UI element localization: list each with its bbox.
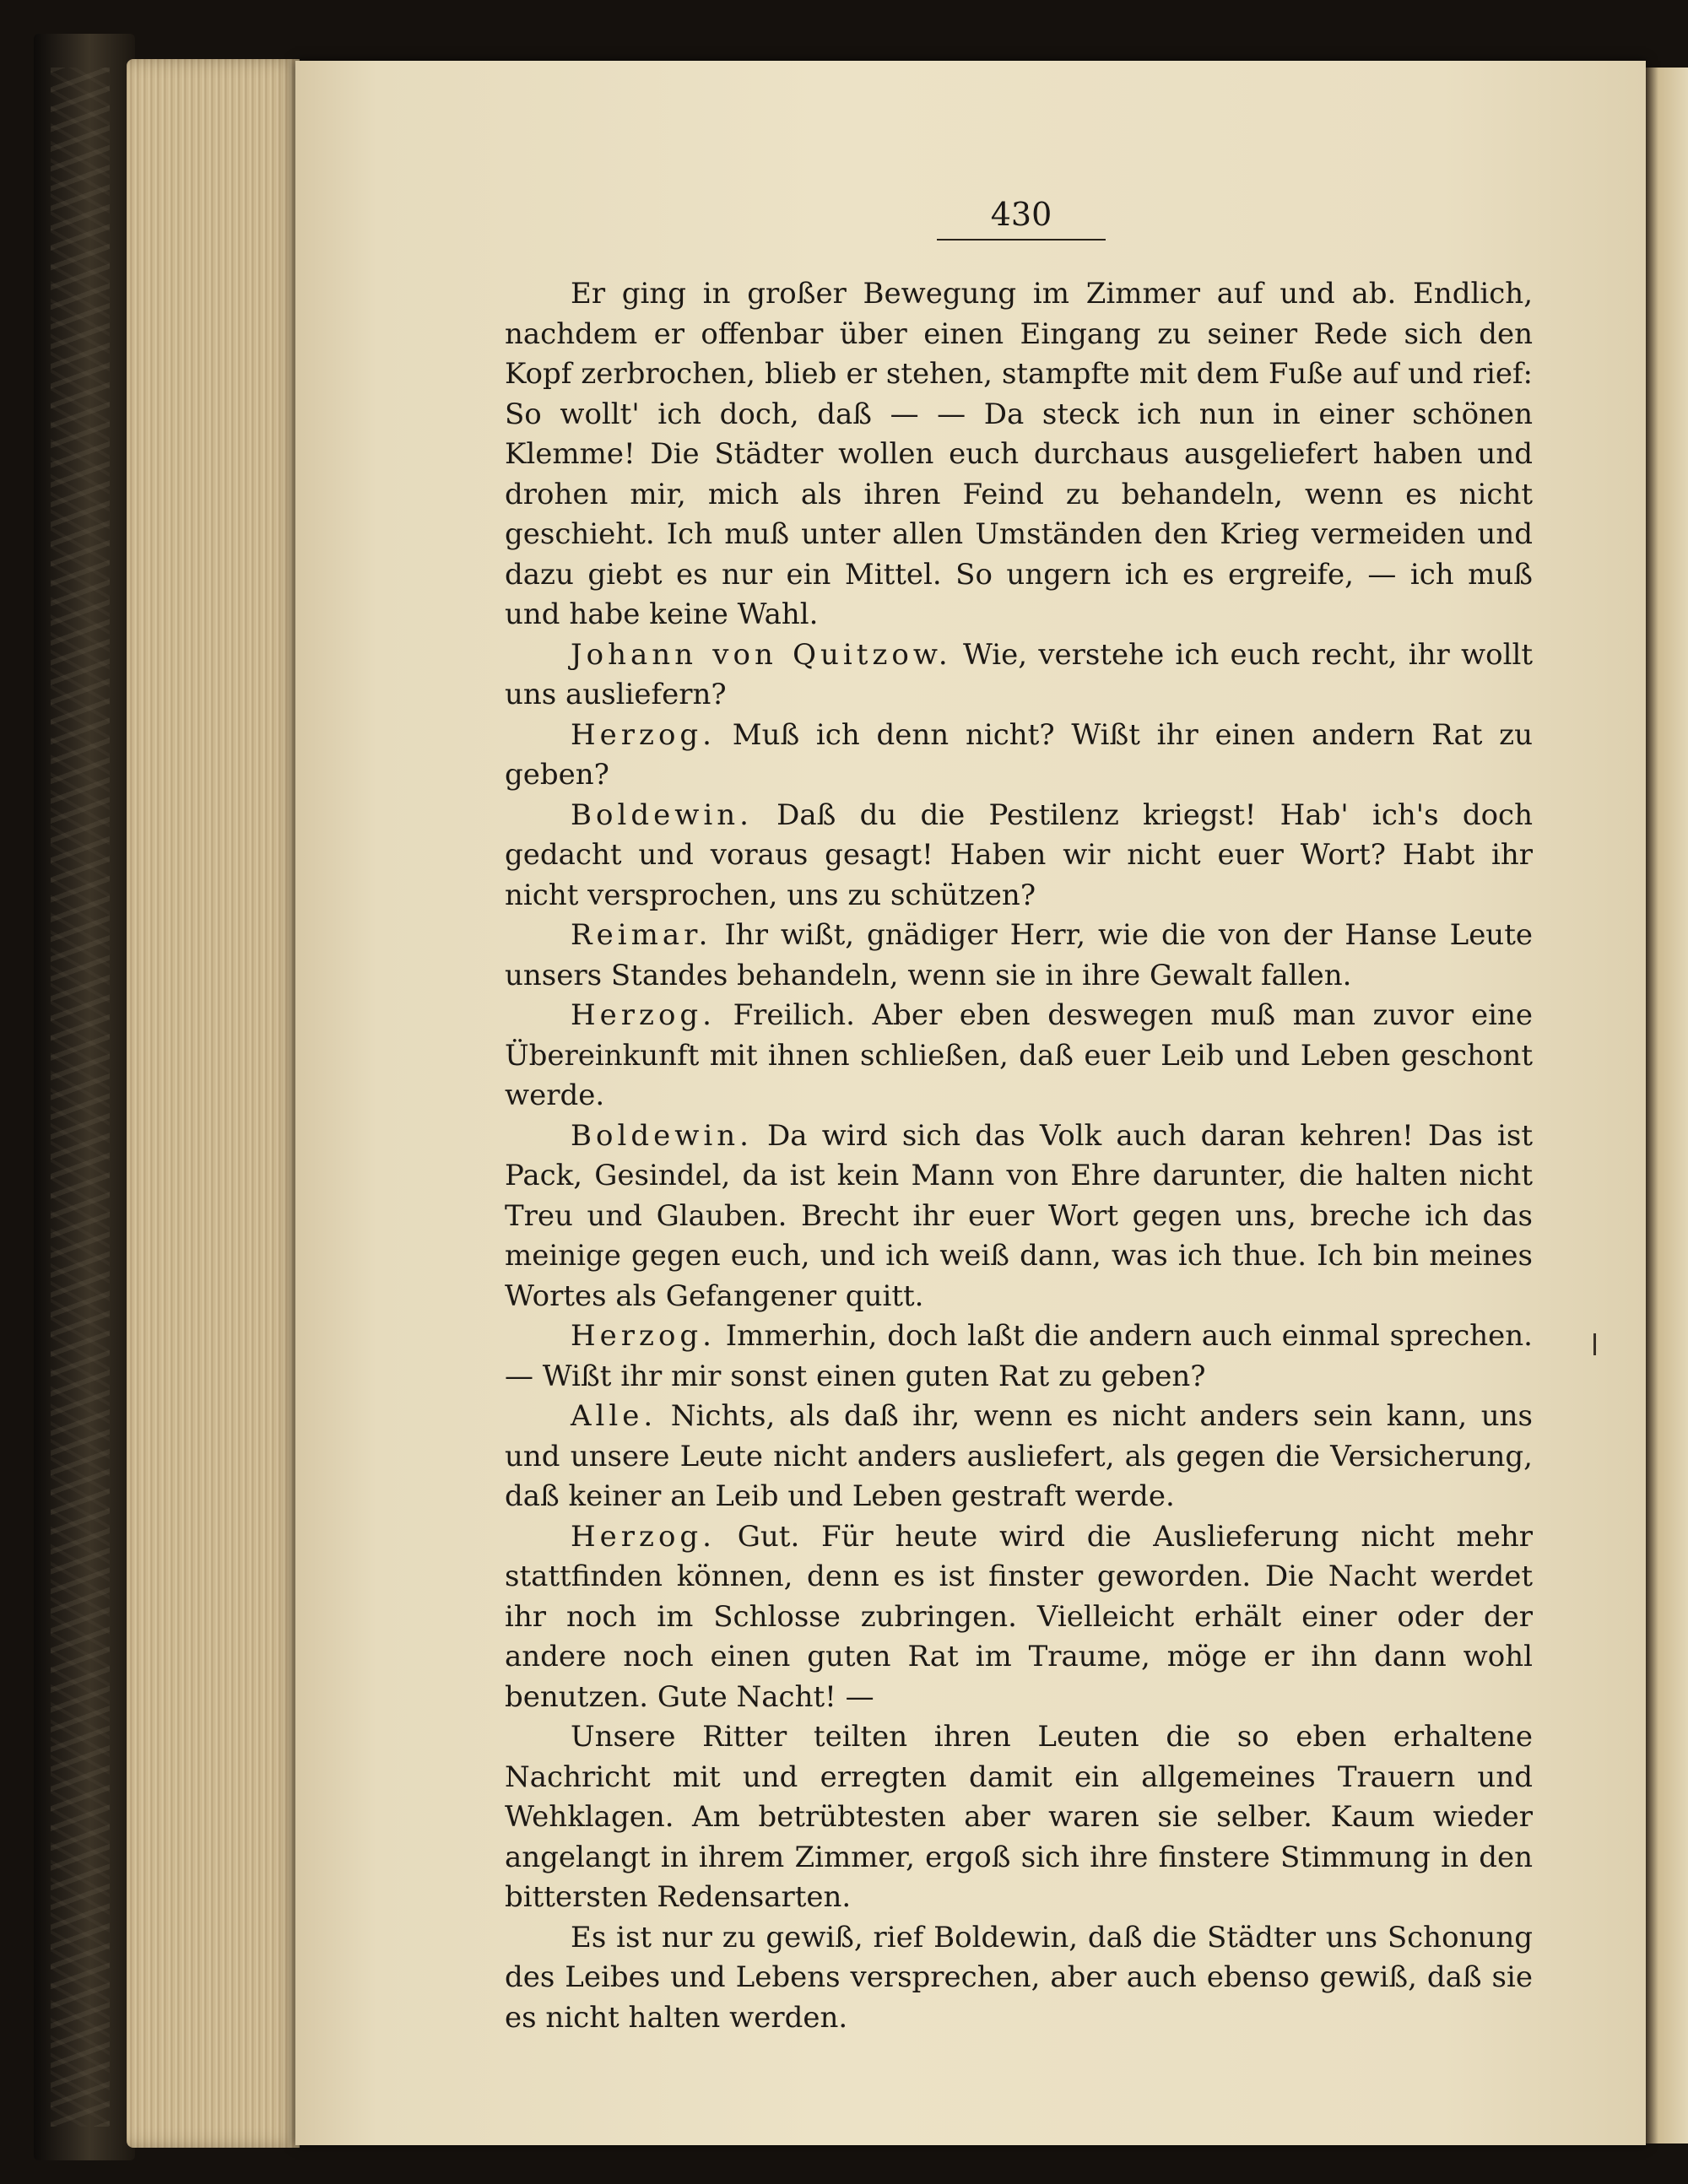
speaker-name: Reimar.: [571, 918, 712, 952]
speaker-name: Herzog.: [571, 998, 716, 1032]
dialogue-text: Muß ich denn nicht? Wißt ihr einen andern Rat zu geben?: [505, 717, 1533, 792]
page-number-rule: [937, 239, 1106, 241]
dialogue-text: Daß du die Pestilenz kriegst! Hab' ich's doch gedacht und voraus gesagt! Haben wir nicht euer Wort? Habt ihr nicht versprochen, uns zu schützen?: [505, 797, 1533, 912]
dialogue-paragraph: [505, 1316, 1533, 1397]
paragraph: [505, 1717, 1533, 1918]
speaker-name: Boldewin.: [571, 1118, 753, 1153]
dialogue-paragraph: [505, 635, 1533, 716]
marbled-cover-pattern: [51, 68, 110, 2127]
page-number: 430: [990, 196, 1052, 233]
speaker-name: Alle.: [571, 1399, 657, 1433]
speaker-name: Herzog.: [571, 717, 716, 752]
paragraph-text: Es ist nur zu gewiß, rief Boldewin, daß die Städter uns Schonung des Leibes und Lebens versprechen, aber auch ebenso gewiß, daß sie es nicht halten werden.: [505, 1920, 1533, 2035]
dialogue-text: Wie, verstehe ich euch recht, ihr wollt uns ausliefern?: [505, 637, 1533, 711]
dialogue-text: Gut. Für heute wird die Auslieferung nicht mehr stattfinden können, denn es ist finster geworden. Die Nacht werdet ihr noch im Schlosse zubringen. Vielleicht erhält einer oder der andere noch einen guten Rat im Traume, möge er ihn dann wohl benutzen. Gute Nacht! —: [505, 1519, 1533, 1714]
dialogue-paragraph: [505, 1116, 1533, 1317]
dialogue-text: Nichts, als daß ihr, wenn es nicht anders sein kann, uns und unsere Leute nicht anders ausliefert, als gegen die Versicherung, daß keiner an Leib und Leben gestraft werde.: [505, 1399, 1533, 1513]
dialogue-text: Da wird sich das Volk auch daran kehren! Das ist Pack, Gesindel, da ist kein Mann von Ehre darunter, die halten nicht Treu und Glauben. Brecht ihr euer Wort gegen uns, breche ich das meinige gegen euch, und ich weiß dann, was ich thue. Ich bin meines Wortes als Gefangener quitt.: [505, 1118, 1533, 1313]
speaker-name: Herzog.: [571, 1519, 716, 1554]
paragraph: [505, 274, 1533, 635]
facing-page-edge: [1646, 68, 1688, 2143]
speaker-name: Herzog.: [571, 1319, 716, 1353]
page-block-edges: [127, 59, 300, 2148]
paragraph: [505, 1918, 1533, 2039]
dialogue-paragraph: [505, 716, 1533, 796]
dialogue-text: Ihr wißt, gnädiger Herr, wie die von der Hanse Leute unsers Standes behandeln, wenn sie in ihre Gewalt fallen.: [505, 918, 1533, 992]
paragraph-text: Er ging in großer Bewegung im Zimmer auf und ab. Endlich, nachdem er offenbar über einen Eingang zu seiner Rede sich den Kopf zerbrochen, blieb er stehen, stampfte mit dem Fuße auf und rief: So wollt' ich doch, daß — — Da steck ich nun in einer schönen Klemme! Die Städter wollen euch durchaus ausgeliefert haben und drohen mir, mich als ihren Feind zu behandeln, wenn es nicht geschieht. Ich muß unter allen Umständen den Krieg vermeiden und dazu giebt es nur ein Mittel. So ungern ich es ergreife, — ich muß und habe keine Wahl.: [505, 277, 1533, 631]
page-body-text: [505, 274, 1533, 2038]
dialogue-text: Immerhin, doch laßt die andern auch einmal sprechen. — Wißt ihr mir sonst einen guten Rat zu geben?: [505, 1319, 1533, 1393]
speaker-name: Johann von Quitzow.: [571, 637, 952, 672]
dialogue-paragraph: [505, 1397, 1533, 1517]
speaker-name: Boldewin.: [571, 797, 753, 832]
dialogue-text: Freilich. Aber eben deswegen muß man zuvor eine Übereinkunft mit ihnen schließen, daß euer Leib und Leben geschont werde.: [505, 998, 1533, 1112]
paragraph-text: Unsere Ritter teilten ihren Leuten die so eben erhaltene Nachricht mit und erregten damit ein allgemeines Trauern und Wehklagen. Am betrübtesten aber waren sie selber. Kaum wieder angelangt in ihrem Zimmer, ergoß sich ihre finstere Stimmung in den bittersten Redensarten.: [505, 1720, 1533, 1914]
dialogue-paragraph: [505, 1517, 1533, 1718]
dialogue-paragraph: [505, 796, 1533, 916]
dialogue-paragraph: [505, 996, 1533, 1116]
dialogue-paragraph: [505, 916, 1533, 996]
margin-mark: [1593, 1333, 1596, 1355]
